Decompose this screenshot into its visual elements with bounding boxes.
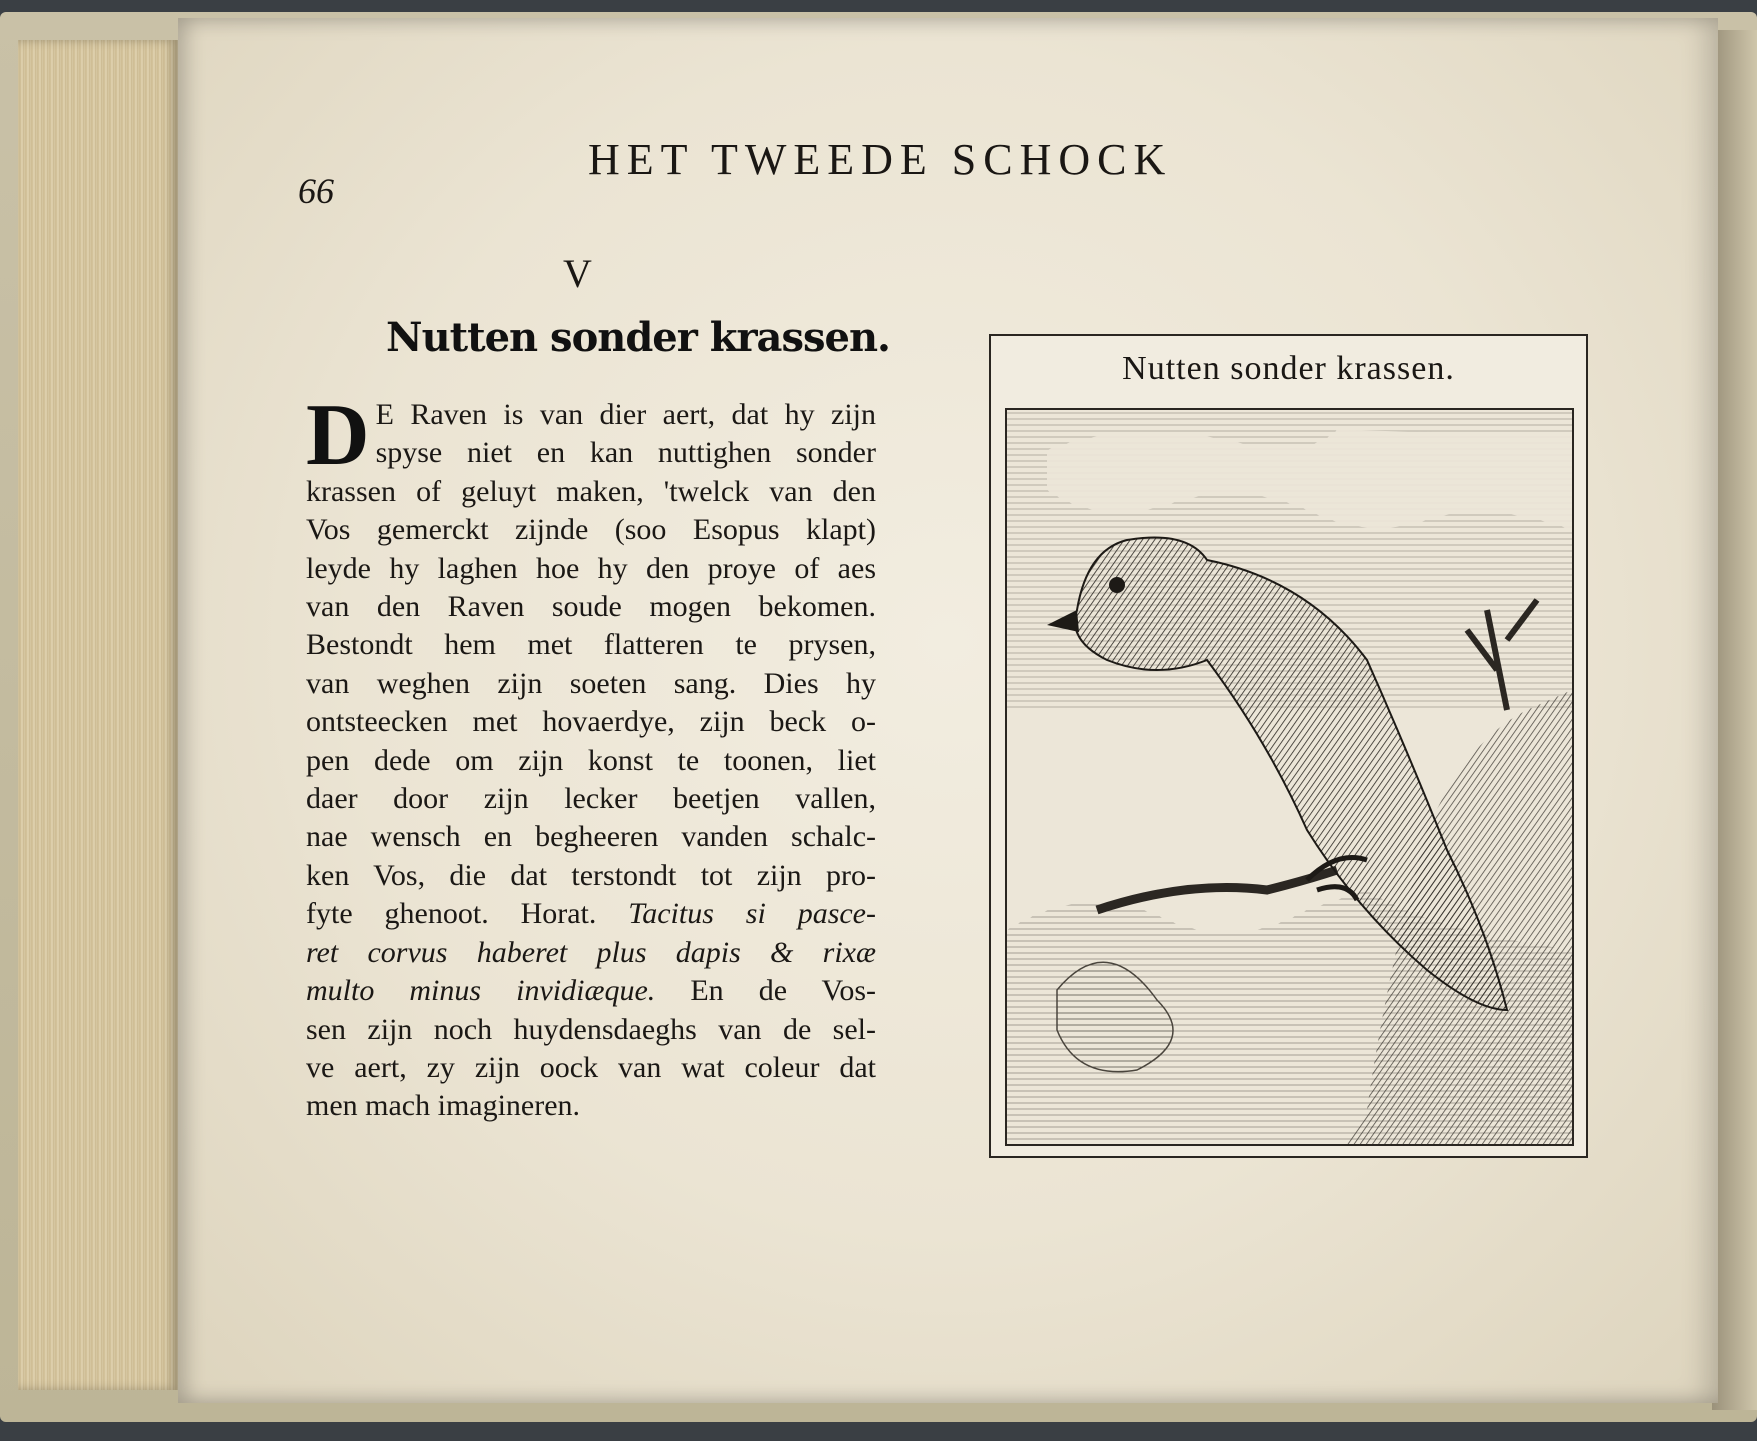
text-line: sen zijn noch huydensdaeghs van de sel- bbox=[306, 1012, 876, 1046]
raven-engraving bbox=[1005, 408, 1574, 1146]
text-line: van weghen zijn soeten sang. Dies hy bbox=[306, 666, 876, 700]
text-line: men mach imagineren. bbox=[306, 1089, 581, 1123]
text-line: Vos gemerckt zijnde (soo Esopus klapt) bbox=[306, 513, 876, 547]
text-roman: En de Vos- bbox=[690, 974, 877, 1008]
text-line: krassen of geluyt maken, 'twelck van den bbox=[306, 474, 876, 508]
page-number: 66 bbox=[298, 171, 334, 211]
plate-caption: Nutten sonder krassen. bbox=[1122, 350, 1455, 387]
text-line: ret corvus haberet plus dapis & rixæ bbox=[306, 935, 876, 969]
back-board bbox=[1712, 30, 1757, 1410]
text-line: nae wensch en begheeren vanden schalc- bbox=[306, 820, 876, 854]
running-head: HET TWEEDE SCHOCK bbox=[588, 135, 1173, 184]
text-line: Bestondt hem met flatteren te prysen, bbox=[306, 628, 876, 662]
book-page bbox=[178, 18, 1718, 1403]
page-edges bbox=[18, 40, 178, 1390]
text-italic: Tacitus si pasce- bbox=[628, 897, 876, 931]
text-line bbox=[306, 895, 876, 933]
text-line: E Raven is van dier aert, dat hy zijn bbox=[375, 398, 876, 431]
text-line: spyse niet en kan nuttighen sonder bbox=[375, 436, 876, 470]
text-line: leyde hy laghen hoe hy den proye of aes bbox=[306, 551, 876, 585]
drop-cap: D bbox=[306, 387, 370, 484]
text-roman: fyte ghenoot. Horat. bbox=[306, 897, 597, 931]
text-line: daer door zijn lecker beetjen vallen, bbox=[306, 782, 876, 816]
text-line: ve aert, zy zijn oock van wat coleur dat bbox=[306, 1050, 876, 1084]
body-text bbox=[306, 387, 877, 1126]
section-heading: Nutten sonder krassen. bbox=[386, 314, 890, 361]
text-line: ontsteecken met hovaerdye, zijn beck o- bbox=[306, 705, 876, 739]
text-line: van den Raven soude mogen bekomen. bbox=[306, 590, 876, 624]
raven-illustration-icon bbox=[1007, 410, 1572, 1144]
text-italic: multo minus invidiæque. bbox=[306, 974, 656, 1008]
text-line: ken Vos, die dat terstondt tot zijn pro- bbox=[306, 858, 876, 892]
text-line bbox=[306, 972, 876, 1010]
section-numeral: V bbox=[563, 251, 592, 296]
text-line: pen dede om zijn konst te toonen, liet bbox=[306, 743, 876, 777]
engraving-plate bbox=[989, 334, 1588, 1158]
